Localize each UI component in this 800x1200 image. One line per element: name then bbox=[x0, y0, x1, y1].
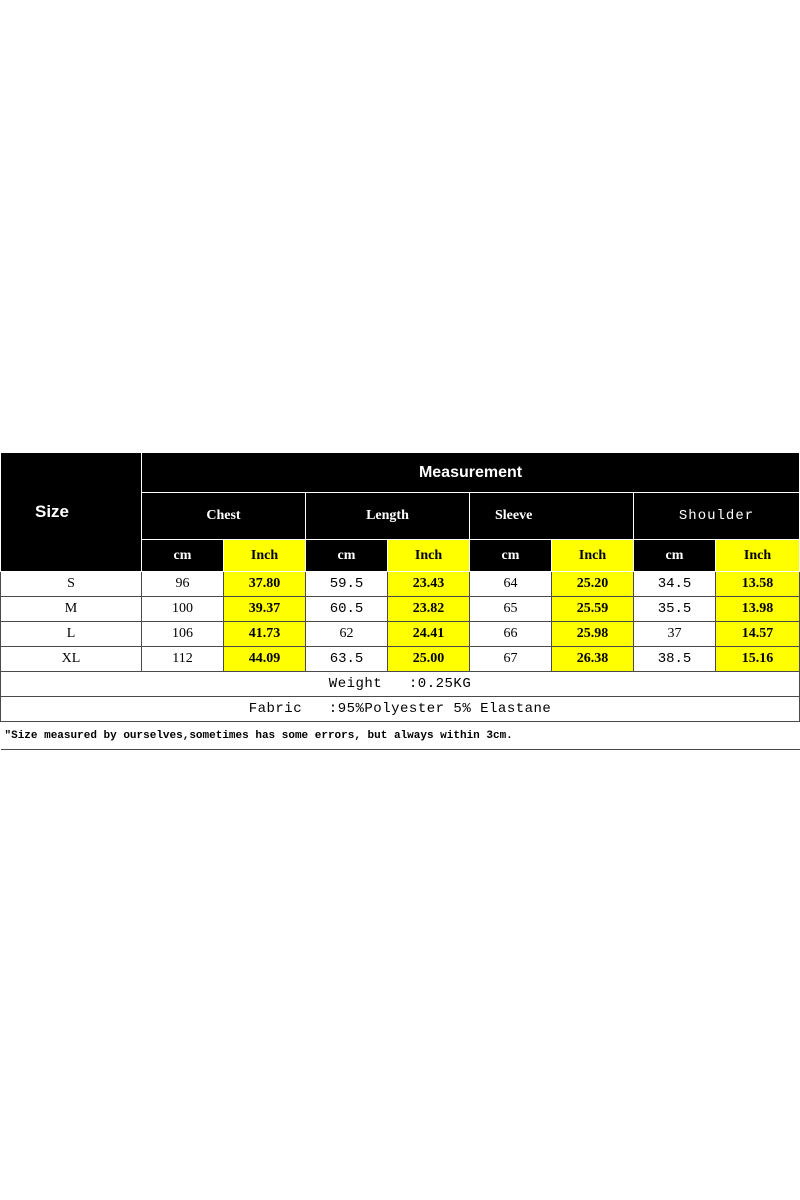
shoulder-inch-cell: 14.57 bbox=[716, 622, 800, 647]
length-cm-cell: 63.5 bbox=[306, 647, 388, 672]
shoulder-inch-cell: 15.16 bbox=[716, 647, 800, 672]
sleeve-cm-cell: 66 bbox=[470, 622, 552, 647]
sleeve-inch-cell: 25.98 bbox=[552, 622, 634, 647]
shoulder-cm-cell: 34.5 bbox=[634, 572, 716, 597]
fabric-row: Fabric :95%Polyester 5% Elastane bbox=[1, 697, 800, 722]
length-header: Length bbox=[306, 493, 470, 540]
weight-row: Weight :0.25KG bbox=[1, 672, 800, 697]
length-inch-cell: 23.82 bbox=[388, 597, 470, 622]
shoulder-inch-cell: 13.98 bbox=[716, 597, 800, 622]
length-inch-cell: 24.41 bbox=[388, 622, 470, 647]
chest-cm-cell: 100 bbox=[142, 597, 224, 622]
size-cell: M bbox=[1, 597, 142, 622]
length-cm-cell: 62 bbox=[306, 622, 388, 647]
chest-cm-cell: 106 bbox=[142, 622, 224, 647]
sleeve-inch-cell: 26.38 bbox=[552, 647, 634, 672]
table-row bbox=[1, 622, 800, 647]
length-inch-cell: 25.00 bbox=[388, 647, 470, 672]
shoulder-header: Shoulder bbox=[634, 493, 800, 540]
size-table bbox=[0, 452, 800, 750]
sleeve-cm-cell: 65 bbox=[470, 597, 552, 622]
shoulder-cm-cell: 37 bbox=[634, 622, 716, 647]
sleeve-cm-header: cm bbox=[470, 540, 552, 572]
shoulder-inch-cell: 13.58 bbox=[716, 572, 800, 597]
shoulder-cm-cell: 35.5 bbox=[634, 597, 716, 622]
sleeve-inch-header: Inch bbox=[552, 540, 634, 572]
chest-cm-cell: 96 bbox=[142, 572, 224, 597]
length-cm-cell: 60.5 bbox=[306, 597, 388, 622]
size-cell: L bbox=[1, 622, 142, 647]
chest-inch-cell: 44.09 bbox=[224, 647, 306, 672]
size-cell: XL bbox=[1, 647, 142, 672]
table-row bbox=[1, 647, 800, 672]
chest-inch-cell: 41.73 bbox=[224, 622, 306, 647]
chest-header: Chest bbox=[142, 493, 306, 540]
sleeve-header: Sleeve bbox=[470, 493, 634, 540]
chest-cm-header: cm bbox=[142, 540, 224, 572]
chest-inch-cell: 37.80 bbox=[224, 572, 306, 597]
shoulder-cm-header: cm bbox=[634, 540, 716, 572]
size-note: "Size measured by ourselves,sometimes has some errors, but always within 3cm. bbox=[1, 722, 800, 750]
table-row bbox=[1, 597, 800, 622]
size-header: Size bbox=[1, 453, 142, 572]
sleeve-cm-cell: 64 bbox=[470, 572, 552, 597]
length-cm-header: cm bbox=[306, 540, 388, 572]
length-cm-cell: 59.5 bbox=[306, 572, 388, 597]
sleeve-cm-cell: 67 bbox=[470, 647, 552, 672]
length-inch-header: Inch bbox=[388, 540, 470, 572]
chest-inch-cell: 39.37 bbox=[224, 597, 306, 622]
table-row bbox=[1, 572, 800, 597]
length-inch-cell: 23.43 bbox=[388, 572, 470, 597]
chest-cm-cell: 112 bbox=[142, 647, 224, 672]
chest-inch-header: Inch bbox=[224, 540, 306, 572]
size-cell: S bbox=[1, 572, 142, 597]
sleeve-inch-cell: 25.59 bbox=[552, 597, 634, 622]
measurement-header: Measurement bbox=[142, 453, 800, 493]
size-chart bbox=[0, 452, 799, 755]
shoulder-cm-cell: 38.5 bbox=[634, 647, 716, 672]
sleeve-inch-cell: 25.20 bbox=[552, 572, 634, 597]
shoulder-inch-header: Inch bbox=[716, 540, 800, 572]
